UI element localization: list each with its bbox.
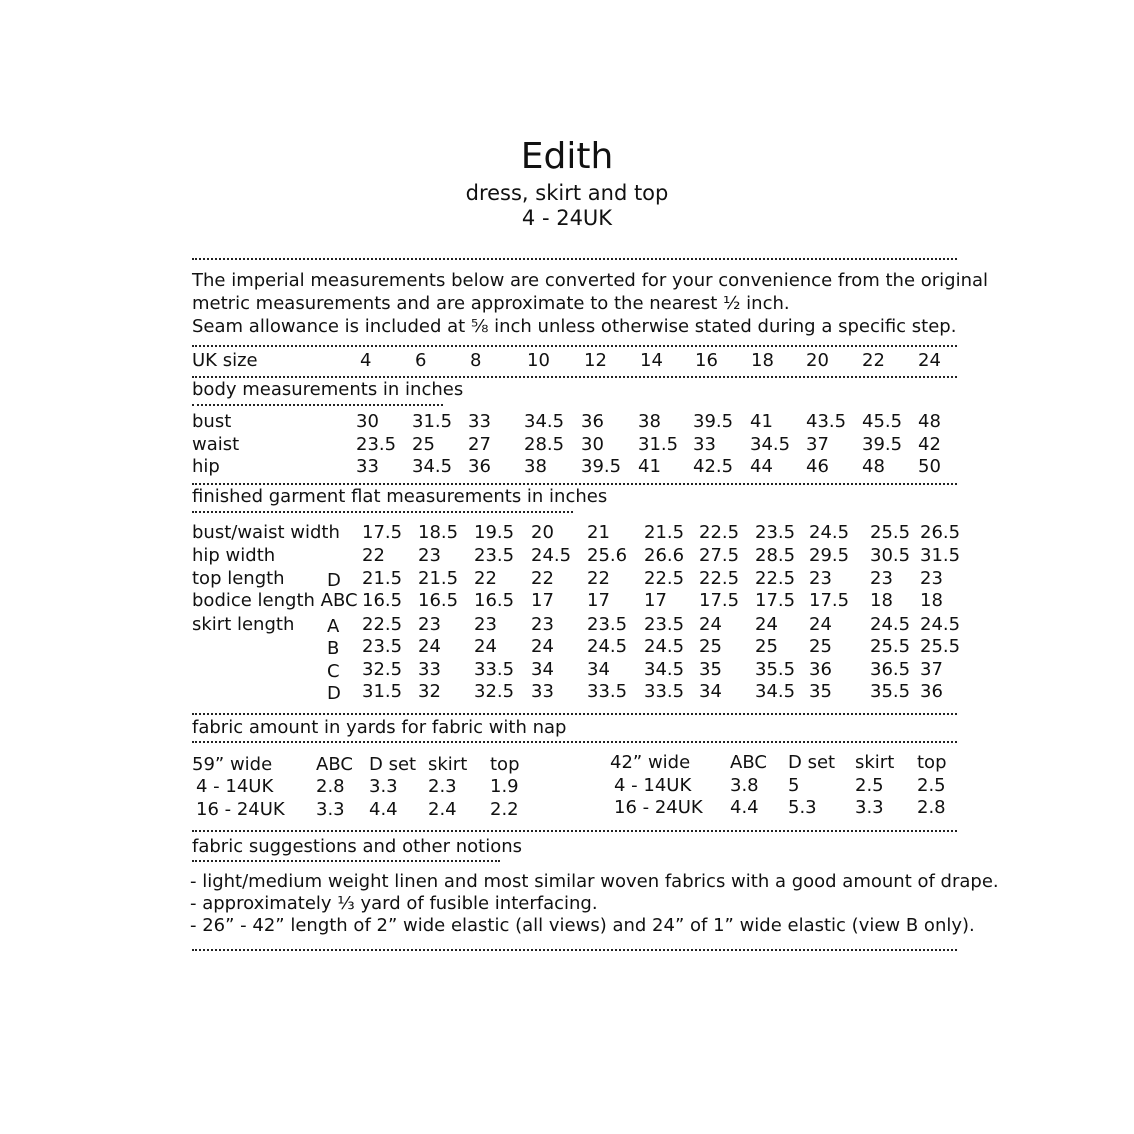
table-cell: 17 bbox=[531, 590, 554, 611]
table-cell: 23.5 bbox=[362, 636, 403, 657]
size-header-cell: 4 bbox=[360, 350, 372, 371]
table-cell: 22 bbox=[587, 568, 610, 589]
table-cell: 36 bbox=[809, 659, 832, 680]
size-header-cell: 24 bbox=[918, 350, 941, 371]
table-cell: 31.5 bbox=[638, 434, 679, 455]
divider-body-heading bbox=[192, 404, 443, 406]
table-cell: 24 bbox=[699, 614, 722, 635]
fabric-column-header: skirt bbox=[855, 752, 895, 773]
fabric-column-header: D set bbox=[369, 754, 417, 775]
divider-top bbox=[192, 258, 957, 260]
table-cell: 33.5 bbox=[587, 681, 628, 702]
table-cell: 33 bbox=[693, 434, 716, 455]
fabric-cell: 5.3 bbox=[788, 797, 817, 818]
table-cell: 17 bbox=[644, 590, 667, 611]
table-cell: 22 bbox=[362, 545, 385, 566]
table-cell: 22.5 bbox=[644, 568, 685, 589]
table-cell: 37 bbox=[920, 659, 943, 680]
row-label: top length bbox=[192, 568, 285, 589]
table-cell: 30 bbox=[356, 411, 379, 432]
divider-fabric bbox=[192, 830, 957, 832]
body-section-heading: body measurements in inches bbox=[192, 379, 464, 400]
table-cell: 42.5 bbox=[693, 456, 734, 477]
table-cell: 22.5 bbox=[755, 568, 796, 589]
table-cell: 20 bbox=[531, 522, 554, 543]
table-cell: 18 bbox=[920, 590, 943, 611]
fabric-width-label: 59” wide bbox=[192, 754, 273, 775]
table-cell: 25 bbox=[699, 636, 722, 657]
fabric-cell: 3.3 bbox=[316, 799, 345, 820]
table-cell: 34 bbox=[699, 681, 722, 702]
fabric-width-label: 42” wide bbox=[610, 752, 691, 773]
table-cell: 24 bbox=[531, 636, 554, 657]
row-label: bust bbox=[192, 411, 232, 432]
divider-intro bbox=[192, 345, 957, 347]
size-header-cell: 16 bbox=[695, 350, 718, 371]
table-cell: 22 bbox=[474, 568, 497, 589]
table-cell: 37 bbox=[806, 434, 829, 455]
row-label: bust/waist width bbox=[192, 522, 340, 543]
view-label: B bbox=[327, 638, 340, 659]
table-cell: 34.5 bbox=[750, 434, 791, 455]
table-cell: 45.5 bbox=[862, 411, 903, 432]
fabric-cell: 2.3 bbox=[428, 776, 457, 797]
table-cell: 39.5 bbox=[581, 456, 622, 477]
table-cell: 22 bbox=[531, 568, 554, 589]
table-cell: 24.5 bbox=[870, 614, 911, 635]
row-label: hip bbox=[192, 456, 220, 477]
divider-size bbox=[192, 376, 957, 378]
table-cell: 25.5 bbox=[870, 522, 911, 543]
table-cell: 22.5 bbox=[699, 568, 740, 589]
table-cell: 42 bbox=[918, 434, 941, 455]
table-cell: 33 bbox=[468, 411, 491, 432]
fabric-cell: 1.9 bbox=[490, 776, 519, 797]
table-cell: 36 bbox=[468, 456, 491, 477]
table-cell: 27.5 bbox=[699, 545, 740, 566]
table-cell: 41 bbox=[638, 456, 661, 477]
table-cell: 24 bbox=[755, 614, 778, 635]
fabric-row-label: 4 - 14UK bbox=[614, 775, 692, 796]
table-cell: 25.6 bbox=[587, 545, 628, 566]
table-cell: 24 bbox=[474, 636, 497, 657]
table-cell: 25.5 bbox=[920, 636, 961, 657]
intro-line-1: The imperial measurements below are converted for your convenience from the original bbox=[192, 270, 989, 291]
row-label: skirt length bbox=[192, 614, 295, 635]
fabric-cell: 3.3 bbox=[855, 797, 884, 818]
table-cell: 25.5 bbox=[870, 636, 911, 657]
table-cell: 18 bbox=[870, 590, 893, 611]
table-cell: 27 bbox=[468, 434, 491, 455]
table-cell: 21 bbox=[587, 522, 610, 543]
table-cell: 23 bbox=[920, 568, 943, 589]
list-item: - 26” - 42” length of 2” wide elastic (all views) and 24” of 1” wide elastic (view B only). bbox=[190, 915, 975, 936]
table-cell: 36 bbox=[920, 681, 943, 702]
size-row-label: UK size bbox=[192, 350, 258, 371]
table-cell: 38 bbox=[524, 456, 547, 477]
size-header-cell: 18 bbox=[751, 350, 774, 371]
divider-fabric-heading bbox=[192, 741, 957, 743]
fabric-cell: 2.8 bbox=[917, 797, 946, 818]
size-header-cell: 14 bbox=[640, 350, 663, 371]
table-cell: 28.5 bbox=[524, 434, 565, 455]
table-cell: 31.5 bbox=[362, 681, 403, 702]
view-label: C bbox=[327, 661, 340, 682]
table-cell: 35 bbox=[699, 659, 722, 680]
table-cell: 21.5 bbox=[418, 568, 459, 589]
fabric-column-header: D set bbox=[788, 752, 836, 773]
view-label: D bbox=[327, 570, 341, 591]
table-cell: 35.5 bbox=[755, 659, 796, 680]
table-cell: 23 bbox=[870, 568, 893, 589]
fabric-cell: 4.4 bbox=[369, 799, 398, 820]
intro-line-2: metric measurements and are approximate to the nearest ½ inch. bbox=[192, 293, 790, 314]
fabric-cell: 2.2 bbox=[490, 799, 519, 820]
table-cell: 23 bbox=[474, 614, 497, 635]
table-cell: 23 bbox=[809, 568, 832, 589]
table-cell: 36.5 bbox=[870, 659, 911, 680]
fabric-row-label: 4 - 14UK bbox=[196, 776, 274, 797]
table-cell: 32.5 bbox=[362, 659, 403, 680]
row-label: waist bbox=[192, 434, 240, 455]
row-label: hip width bbox=[192, 545, 276, 566]
row-label: bodice length ABC bbox=[192, 590, 358, 611]
table-cell: 39.5 bbox=[862, 434, 903, 455]
table-cell: 29.5 bbox=[809, 545, 850, 566]
table-cell: 31.5 bbox=[920, 545, 961, 566]
intro-line-3: Seam allowance is included at ⅝ inch unless otherwise stated during a specific step. bbox=[192, 316, 957, 337]
table-cell: 25 bbox=[809, 636, 832, 657]
table-cell: 30.5 bbox=[870, 545, 911, 566]
table-cell: 33 bbox=[418, 659, 441, 680]
divider-bottom bbox=[192, 949, 957, 951]
table-cell: 28.5 bbox=[755, 545, 796, 566]
fabric-section-heading: fabric amount in yards for fabric with nap bbox=[192, 717, 567, 738]
table-cell: 23.5 bbox=[587, 614, 628, 635]
divider-notions-heading bbox=[192, 860, 500, 862]
view-label: D bbox=[327, 683, 341, 704]
table-cell: 23 bbox=[531, 614, 554, 635]
table-cell: 23 bbox=[418, 545, 441, 566]
table-cell: 32 bbox=[418, 681, 441, 702]
table-cell: 44 bbox=[750, 456, 773, 477]
table-cell: 16.5 bbox=[362, 590, 403, 611]
table-cell: 35.5 bbox=[870, 681, 911, 702]
table-cell: 30 bbox=[581, 434, 604, 455]
table-cell: 33 bbox=[531, 681, 554, 702]
table-cell: 17.5 bbox=[809, 590, 850, 611]
table-cell: 17.5 bbox=[699, 590, 740, 611]
fabric-cell: 2.5 bbox=[855, 775, 884, 796]
table-cell: 33.5 bbox=[474, 659, 515, 680]
table-cell: 31.5 bbox=[412, 411, 453, 432]
fabric-cell: 4.4 bbox=[730, 797, 759, 818]
fabric-cell: 3.3 bbox=[369, 776, 398, 797]
table-cell: 16.5 bbox=[474, 590, 515, 611]
table-cell: 33 bbox=[356, 456, 379, 477]
fabric-column-header: ABC bbox=[730, 752, 767, 773]
list-item: - approximately ⅓ yard of fusible interfacing. bbox=[190, 893, 598, 914]
size-header-cell: 6 bbox=[415, 350, 427, 371]
table-cell: 32.5 bbox=[474, 681, 515, 702]
pattern-title: Edith bbox=[520, 136, 614, 177]
table-cell: 23.5 bbox=[356, 434, 397, 455]
size-header-cell: 22 bbox=[862, 350, 885, 371]
table-cell: 25 bbox=[755, 636, 778, 657]
table-cell: 36 bbox=[581, 411, 604, 432]
table-cell: 38 bbox=[638, 411, 661, 432]
table-cell: 24.5 bbox=[920, 614, 961, 635]
divider-finished-heading bbox=[192, 511, 573, 513]
fabric-row-label: 16 - 24UK bbox=[614, 797, 703, 818]
size-header-cell: 12 bbox=[584, 350, 607, 371]
intro-text bbox=[192, 269, 989, 338]
table-cell: 48 bbox=[918, 411, 941, 432]
table-cell: 23.5 bbox=[755, 522, 796, 543]
table-cell: 35 bbox=[809, 681, 832, 702]
fabric-column-header: top bbox=[490, 754, 520, 775]
table-cell: 34 bbox=[587, 659, 610, 680]
table-cell: 34.5 bbox=[412, 456, 453, 477]
table-cell: 43.5 bbox=[806, 411, 847, 432]
table-cell: 17.5 bbox=[362, 522, 403, 543]
table-cell: 19.5 bbox=[474, 522, 515, 543]
table-cell: 22.5 bbox=[362, 614, 403, 635]
fabric-cell: 2.5 bbox=[917, 775, 946, 796]
table-cell: 25 bbox=[412, 434, 435, 455]
table-cell: 24.5 bbox=[809, 522, 850, 543]
fabric-column-header: ABC bbox=[316, 754, 353, 775]
table-cell: 23 bbox=[418, 614, 441, 635]
pattern-subtitle: dress, skirt and top bbox=[465, 181, 669, 205]
fabric-column-header: skirt bbox=[428, 754, 468, 775]
fabric-cell: 3.8 bbox=[730, 775, 759, 796]
table-cell: 39.5 bbox=[693, 411, 734, 432]
table-cell: 18.5 bbox=[418, 522, 459, 543]
table-cell: 24.5 bbox=[644, 636, 685, 657]
table-cell: 24.5 bbox=[531, 545, 572, 566]
fabric-cell: 2.8 bbox=[316, 776, 345, 797]
table-cell: 48 bbox=[862, 456, 885, 477]
table-cell: 23.5 bbox=[644, 614, 685, 635]
table-cell: 17 bbox=[587, 590, 610, 611]
fabric-column-header: top bbox=[917, 752, 947, 773]
size-header-cell: 10 bbox=[527, 350, 550, 371]
fabric-cell: 5 bbox=[788, 775, 800, 796]
table-cell: 23.5 bbox=[474, 545, 515, 566]
fabric-row-label: 16 - 24UK bbox=[196, 799, 285, 820]
table-cell: 21.5 bbox=[644, 522, 685, 543]
table-cell: 21.5 bbox=[362, 568, 403, 589]
divider-body bbox=[192, 483, 957, 485]
size-header-cell: 8 bbox=[470, 350, 482, 371]
size-header-cell: 20 bbox=[806, 350, 829, 371]
size-range: 4 - 24UK bbox=[521, 206, 613, 230]
table-cell: 50 bbox=[918, 456, 941, 477]
notions-section-heading: fabric suggestions and other notions bbox=[192, 836, 523, 857]
view-label: A bbox=[327, 616, 340, 637]
finished-section-heading: finished garment flat measurements in inches bbox=[192, 486, 608, 507]
table-cell: 17.5 bbox=[755, 590, 796, 611]
table-cell: 33.5 bbox=[644, 681, 685, 702]
table-cell: 41 bbox=[750, 411, 773, 432]
table-cell: 34.5 bbox=[524, 411, 565, 432]
table-cell: 26.5 bbox=[920, 522, 961, 543]
fabric-cell: 2.4 bbox=[428, 799, 457, 820]
table-cell: 24 bbox=[809, 614, 832, 635]
table-cell: 22.5 bbox=[699, 522, 740, 543]
table-cell: 24.5 bbox=[587, 636, 628, 657]
table-cell: 16.5 bbox=[418, 590, 459, 611]
table-cell: 26.6 bbox=[644, 545, 685, 566]
table-cell: 24 bbox=[418, 636, 441, 657]
table-cell: 46 bbox=[806, 456, 829, 477]
table-cell: 34 bbox=[531, 659, 554, 680]
table-cell: 34.5 bbox=[644, 659, 685, 680]
list-item: - light/medium weight linen and most similar woven fabrics with a good amount of drape. bbox=[190, 871, 999, 892]
table-cell: 34.5 bbox=[755, 681, 796, 702]
divider-finished bbox=[192, 713, 957, 715]
